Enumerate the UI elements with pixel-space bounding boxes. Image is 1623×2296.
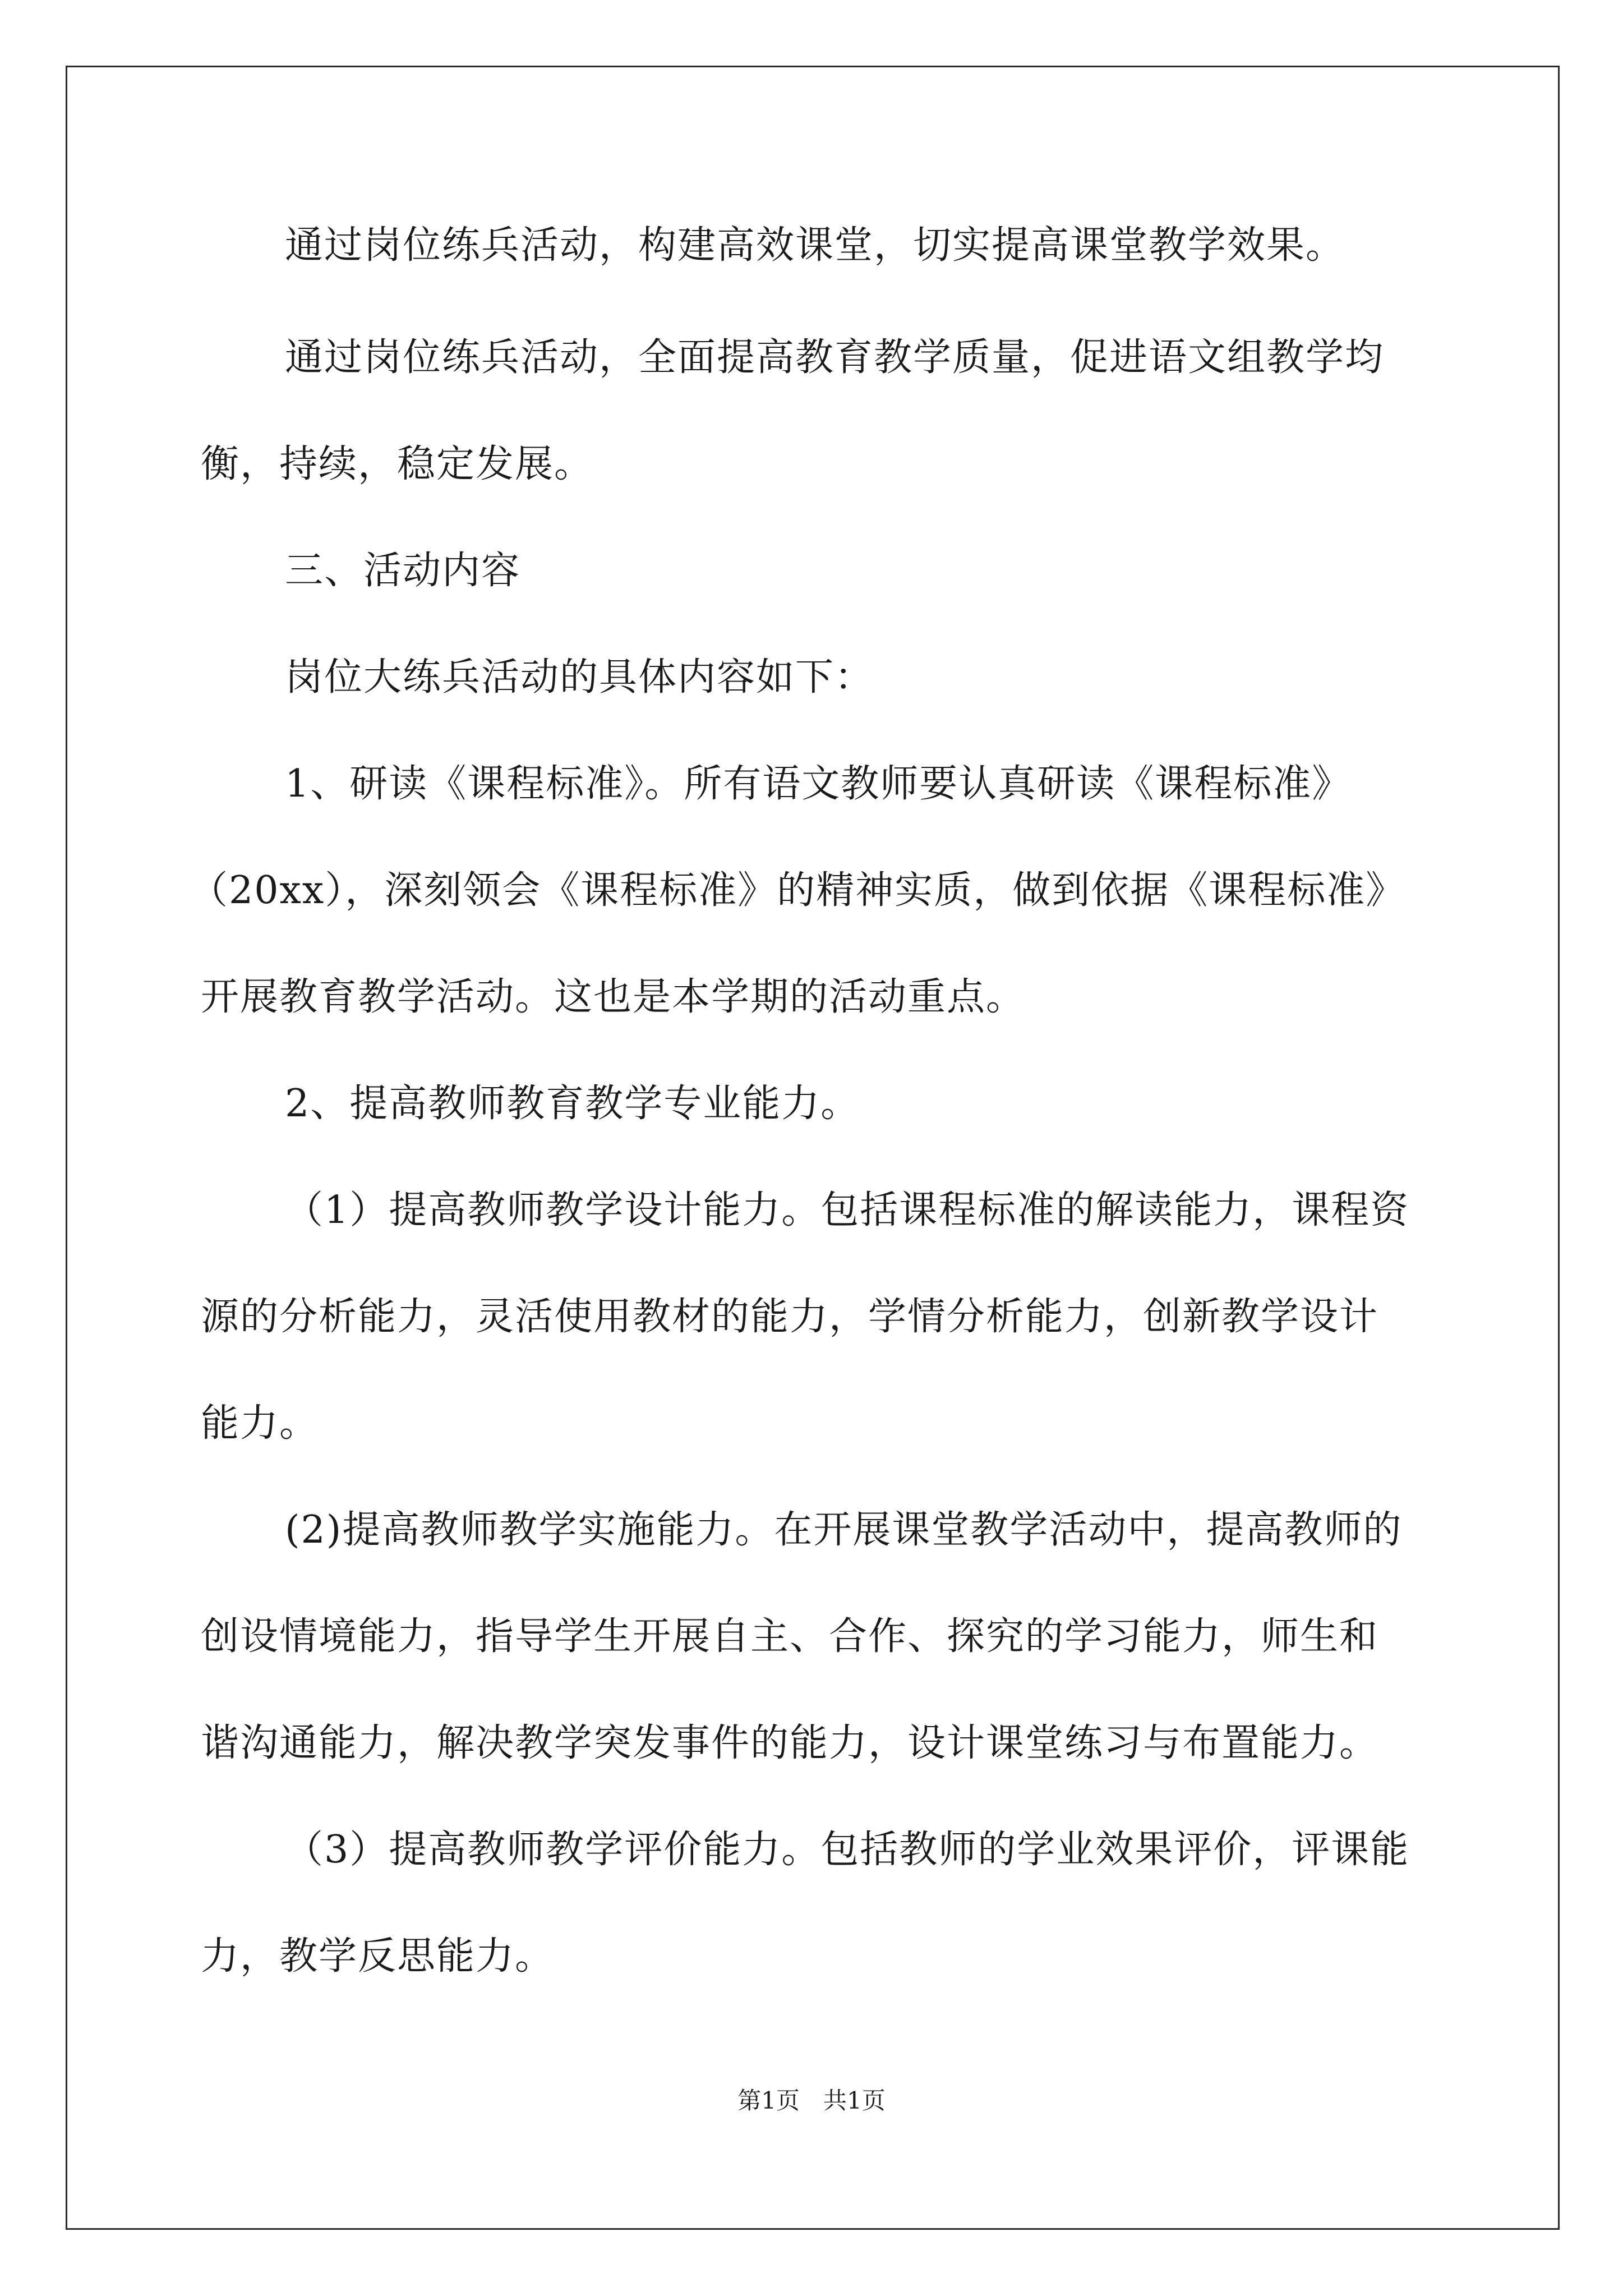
paragraph-line: 2、提高教师教育教学专业能力。: [285, 1082, 860, 1126]
paragraph-line: 力，教学反思能力。: [201, 1934, 555, 1978]
paragraph-line: (2)提高教师教学实施能力。在开展课堂教学活动中，提高教师的: [285, 1508, 1403, 1552]
paragraph-line: （3）提高教师教学评价能力。包括教师的学业效果评价，评课能: [285, 1828, 1410, 1872]
paragraph-line: （20xx），深刻领会《课程标准》的精神实质，做到依据《课程标准》: [190, 868, 1405, 913]
paragraph-line: （1）提高教师教学设计能力。包括课程标准的解读能力，课程资: [285, 1188, 1410, 1232]
page-number-footer: 第1页 共1页: [737, 2087, 886, 2114]
paragraph-line: 通过岗位练兵活动，构建高效课堂，切实提高课堂教学效果。: [285, 223, 1345, 268]
paragraph-line: 岗位大练兵活动的具体内容如下：: [285, 655, 874, 700]
paragraph-line: 创设情境能力，指导学生开展自主、合作、探究的学习能力，师生和: [201, 1614, 1379, 1659]
paragraph-line: 谐沟通能力，解决教学突发事件的能力，设计课堂练习与布置能力。: [201, 1721, 1379, 1765]
page-border: [66, 66, 1560, 2230]
paragraph-line: 能力。: [201, 1401, 319, 1446]
paragraph-line: 衡，持续，稳定发展。: [201, 442, 594, 486]
paragraph-line: 源的分析能力，灵活使用教材的能力，学情分析能力，创新教学设计: [201, 1295, 1379, 1339]
paragraph-line: 开展教育教学活动。这也是本学期的活动重点。: [201, 975, 1026, 1019]
paragraph-line: 1、研读《课程标准》。所有语文教师要认真研读《课程标准》: [285, 762, 1352, 806]
paragraph-line: 通过岗位练兵活动，全面提高教育教学质量，促进语文组教学均: [285, 335, 1385, 380]
section-heading: 三、活动内容: [285, 549, 521, 593]
